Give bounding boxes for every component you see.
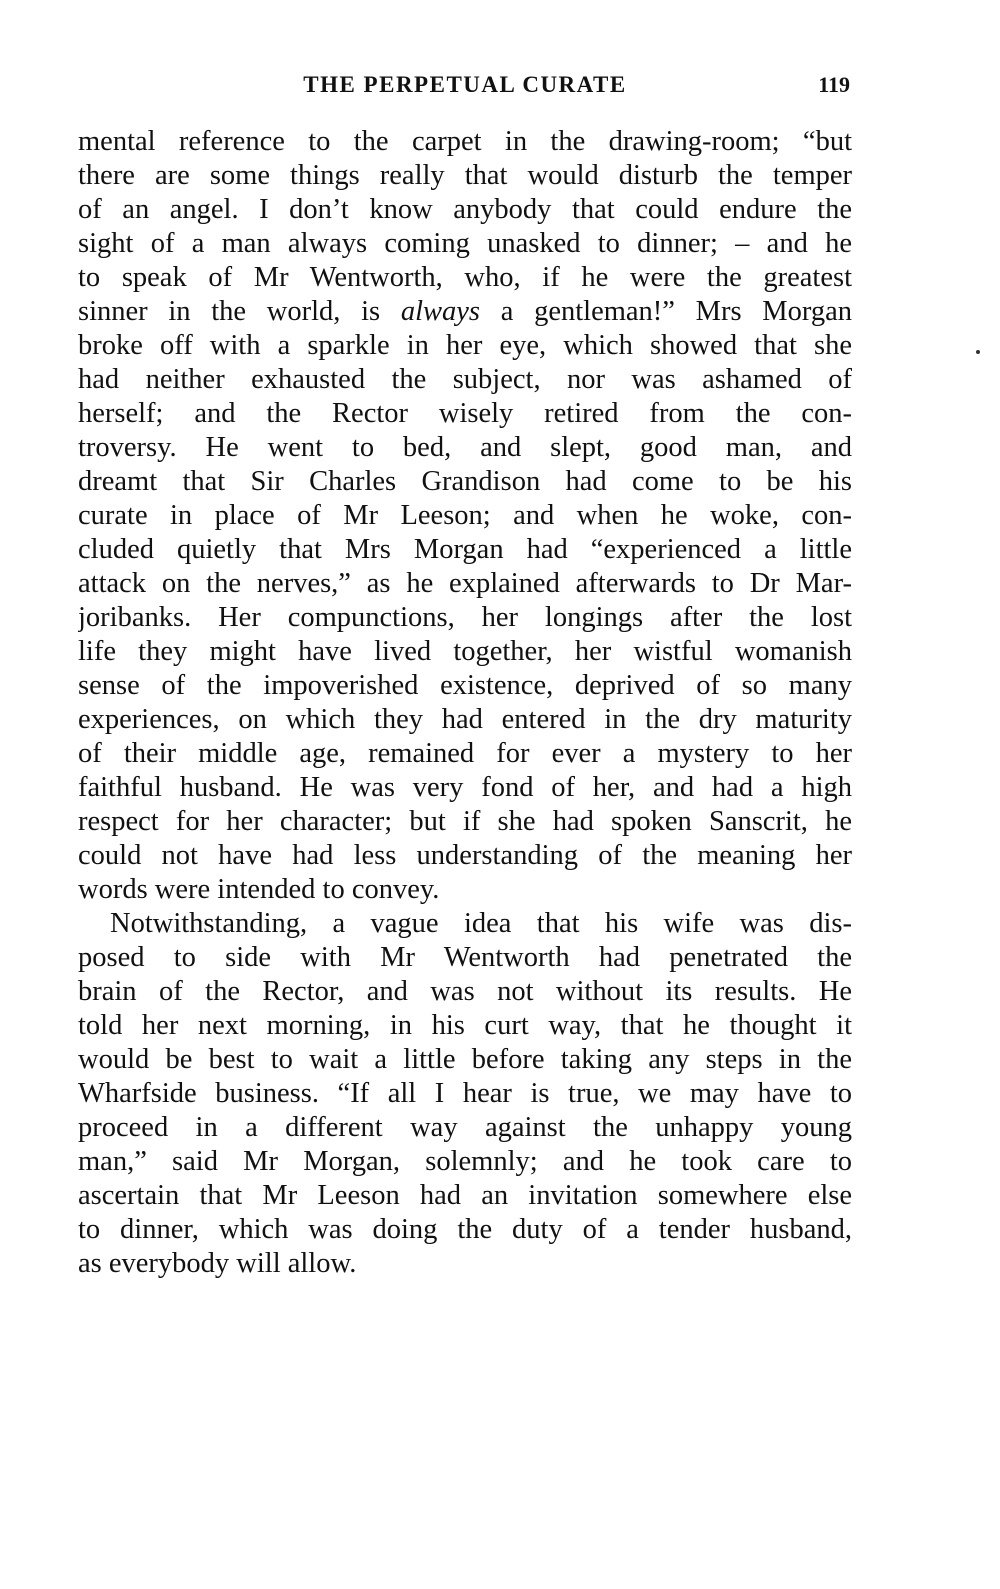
text-run: sight of a man always coming unasked to dinner; – and he	[78, 228, 852, 259]
running-title: THE PERPETUAL CURATE	[303, 72, 627, 97]
text-line	[78, 329, 852, 363]
page-number: 119	[818, 72, 850, 97]
text-line	[78, 159, 852, 193]
text-run: as everybody will allow.	[78, 1248, 357, 1279]
paragraph	[78, 907, 852, 1281]
text-run: to dinner, which was doing the duty of a tender husband,	[78, 1214, 852, 1245]
text-run: dreamt that Sir Charles Grandison had come to be his	[78, 466, 852, 497]
text-line	[78, 363, 852, 397]
text-line	[78, 1247, 852, 1281]
text-line	[78, 839, 852, 873]
emphasis: always	[400, 296, 481, 327]
text-line	[78, 703, 852, 737]
text-run: broke off with a sparkle in her eye, which showed that she	[78, 330, 852, 361]
text-line	[78, 873, 852, 907]
text-line	[78, 1111, 852, 1145]
text-run: told her next morning, in his curt way, that he thought it	[78, 1010, 852, 1041]
text-run: herself; and the Rector wisely retired from the con-	[78, 398, 852, 429]
text-run: words were intended to convey.	[78, 874, 440, 905]
text-run: a gentleman!” Mrs Morgan	[480, 296, 852, 327]
text-run: posed to side with Mr Wentworth had penetrated the	[78, 942, 852, 973]
text-run: sense of the impoverished existence, deprived of so many	[78, 670, 852, 701]
text-line	[78, 431, 852, 465]
text-run: troversy. He went to bed, and slept, good man, and	[78, 432, 852, 463]
text-line	[78, 1009, 852, 1043]
text-run: ascertain that Mr Leeson had an invitation somewhere else	[78, 1180, 852, 1211]
text-line	[78, 125, 852, 159]
text-line	[78, 295, 852, 329]
body-text	[78, 125, 852, 1281]
text-line	[78, 397, 852, 431]
text-line	[78, 601, 852, 635]
text-run: faithful husband. He was very fond of her, and had a high	[78, 772, 852, 803]
text-line	[78, 261, 852, 295]
text-line	[78, 1043, 852, 1077]
text-line	[78, 227, 852, 261]
text-line	[78, 771, 852, 805]
text-run: life they might have lived together, her wistful womanish	[78, 636, 852, 667]
text-run: joribanks. Her compunctions, her longings after the lost	[78, 602, 852, 633]
paragraph	[78, 125, 852, 907]
scan-speck	[976, 350, 980, 354]
text-run: could not have had less understanding of the meaning her	[78, 840, 852, 871]
text-line	[78, 567, 852, 601]
text-line	[78, 193, 852, 227]
text-run: respect for her character; but if she had spoken Sanscrit, he	[78, 806, 852, 837]
text-line	[78, 1179, 852, 1213]
text-line	[78, 533, 852, 567]
text-run: sinner in the world, is	[78, 296, 401, 327]
text-run: would be best to wait a little before taking any steps in the	[78, 1044, 852, 1075]
text-line	[78, 635, 852, 669]
text-run: experiences, on which they had entered in the dry maturity	[78, 704, 852, 735]
text-run: curate in place of Mr Leeson; and when he woke, con-	[78, 500, 852, 531]
text-run: Wharfside business. “If all I hear is true, we may have to	[78, 1078, 852, 1109]
text-run: mental reference to the carpet in the drawing-room; “but	[78, 126, 852, 157]
text-run: of an angel. I don’t know anybody that could endure the	[78, 194, 852, 225]
text-line	[78, 465, 852, 499]
running-header	[78, 72, 852, 106]
text-line	[78, 941, 852, 975]
text-run: brain of the Rector, and was not without its results. He	[78, 976, 852, 1007]
text-line	[78, 1213, 852, 1247]
text-run: there are some things really that would disturb the temper	[78, 160, 852, 191]
text-run: cluded quietly that Mrs Morgan had “experienced a little	[78, 534, 852, 565]
text-run: to speak of Mr Wentworth, who, if he were the greatest	[78, 262, 852, 293]
text-run: man,” said Mr Morgan, solemnly; and he took care to	[78, 1146, 852, 1177]
text-line	[78, 669, 852, 703]
text-line	[78, 805, 852, 839]
text-line	[78, 907, 852, 941]
text-run: attack on the nerves,” as he explained afterwards to Dr Mar-	[78, 568, 852, 599]
text-line	[78, 1145, 852, 1179]
text-run: Notwithstanding, a vague idea that his wife was dis-	[110, 908, 852, 939]
text-line	[78, 499, 852, 533]
text-line	[78, 975, 852, 1009]
text-run: of their middle age, remained for ever a mystery to her	[78, 738, 852, 769]
text-line	[78, 1077, 852, 1111]
text-run: proceed in a different way against the unhappy young	[78, 1112, 852, 1143]
text-line	[78, 737, 852, 771]
text-run: had neither exhausted the subject, nor was ashamed of	[78, 364, 852, 395]
